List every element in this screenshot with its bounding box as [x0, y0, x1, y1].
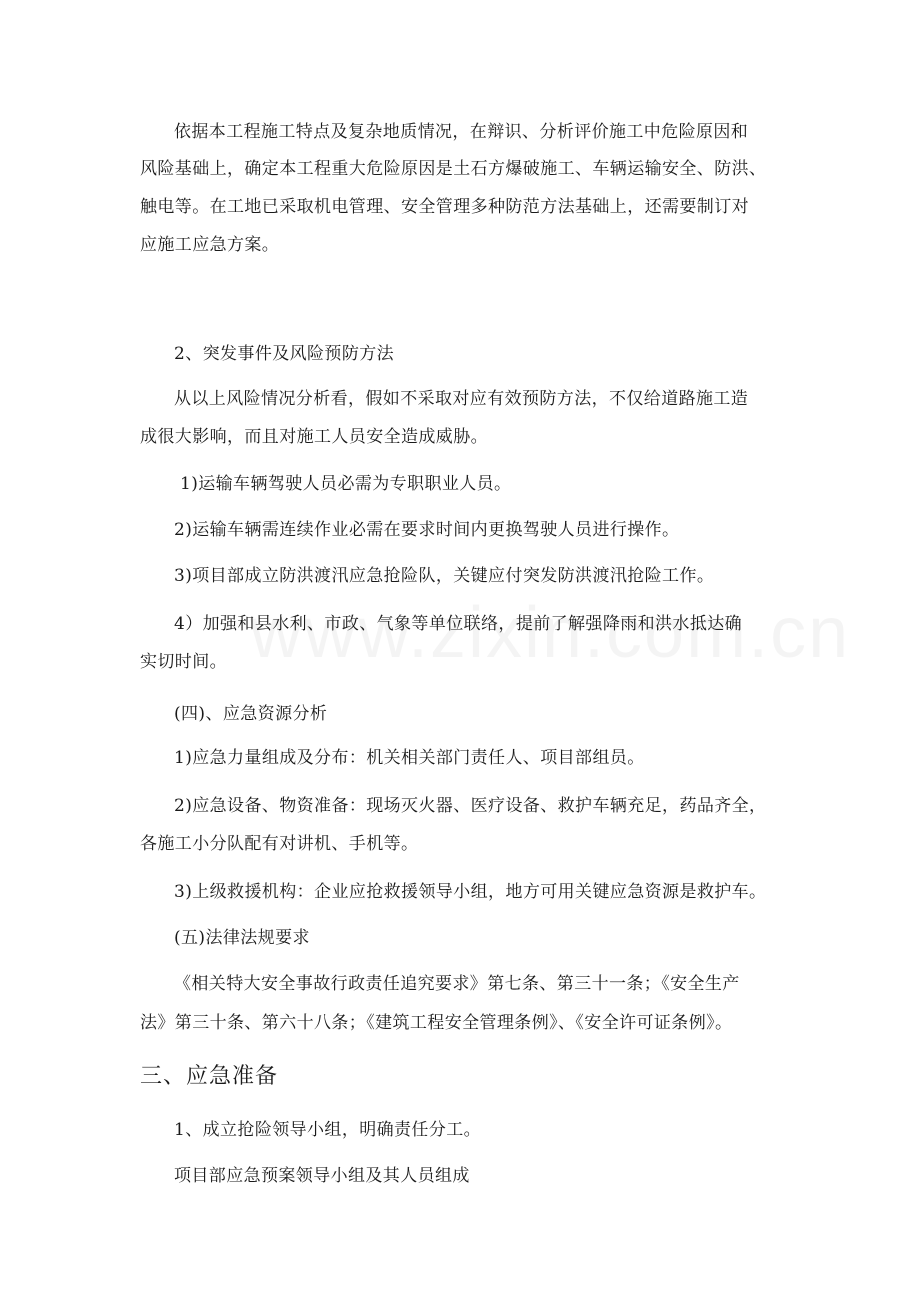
section-title: 2、突发事件及风险预防方法: [174, 344, 395, 364]
paragraph-line: 应施工应急方案。: [140, 235, 280, 255]
list-item: 4）加强和县水利、市政、气象等单位联络，提前了解强降雨和洪水抵达确: [174, 614, 743, 634]
paragraph-line: 法》第三十条、第六十八条；《建筑工程安全管理条例》、《安全许可证条例》。: [140, 1013, 733, 1033]
paragraph-line: 成很大影响，而且对施工人员安全造成威胁。: [140, 427, 488, 447]
list-item: 3)项目部成立防洪渡汛应急抢险队，关键应付突发防洪渡汛抢险工作。: [174, 566, 715, 586]
paragraph-line: 《相关特大安全事故行政责任追究要求》第七条、第三十一条；《安全生产: [174, 974, 740, 994]
list-item: 1、成立抢险领导小组，明确责任分工。: [174, 1120, 482, 1140]
list-item: 2)运输车辆需连续作业必需在要求时间内更换驾驶人员进行操作。: [174, 520, 680, 540]
section-title: (四)、应急资源分析: [174, 704, 328, 724]
paragraph-line: 从以上风险情况分析看，假如不采取对应有效预防方法，不仅给道路施工造: [174, 389, 749, 409]
list-item: 2)应急设备、物资准备：现场灭火器、医疗设备、救护车辆充足，药品齐全，: [174, 796, 767, 816]
section-title: (五)法律法规要求: [174, 928, 310, 948]
list-item: 1)运输车辆驾驶人员必需为专职职业人员。: [180, 474, 512, 494]
document-page: [140, 0, 785, 1302]
paragraph-line: 依据本工程施工特点及复杂地质情况，在辩识、分析评价施工中危险原因和: [174, 122, 749, 142]
list-item-continuation: 实切时间。: [140, 652, 227, 672]
paragraph-line: 项目部应急预案领导小组及其人员组成: [174, 1166, 470, 1186]
paragraph-line: 风险基础上，确定本工程重大危险原因是土石方爆破施工、车辆运输安全、防洪、: [140, 159, 767, 179]
paragraph-line: 触电等。在工地已采取机电管理、安全管理多种防范方法基础上，还需要制订对: [140, 197, 749, 217]
list-item: 1)应急力量组成及分布：机关相关部门责任人、项目部组员。: [174, 748, 645, 768]
list-item-continuation: 各施工小分队配有对讲机、手机等。: [140, 834, 419, 854]
chapter-title: 三、应急准备: [140, 1064, 279, 1089]
list-item: 3)上级救援机构：企业应抢救援领导小组，地方可用关键应急资源是救护车。: [174, 882, 767, 902]
